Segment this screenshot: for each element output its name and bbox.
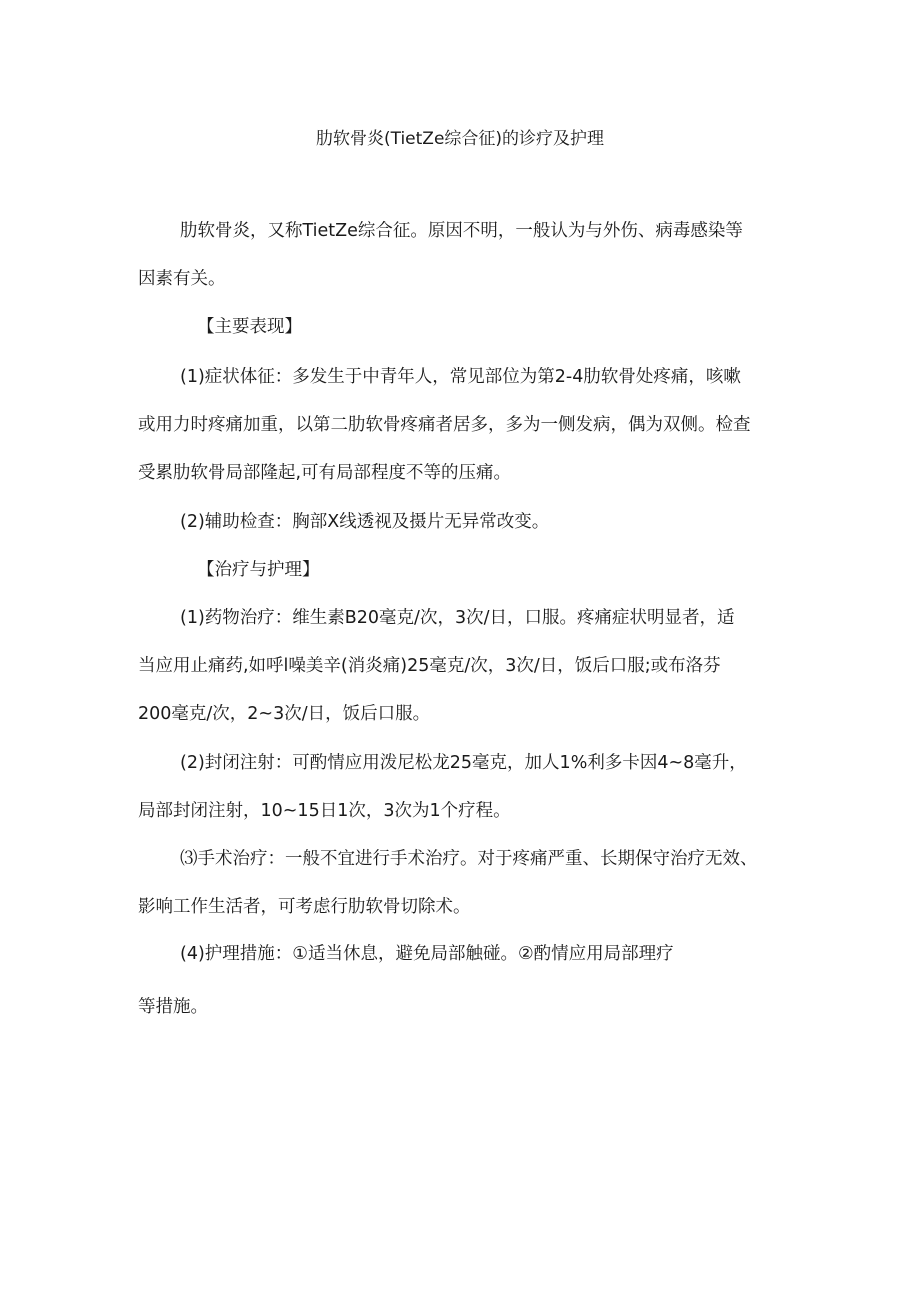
section-heading-main-manifestations: 【主要表现】 (197, 317, 302, 337)
page-title: 肋软骨炎(TietZe综合征)的诊疗及护理 (315, 129, 605, 149)
paragraph-intro-line-2: 因素有关。 (138, 269, 226, 289)
paragraph-symptoms-line-2: 或用力时疼痛加重，以第二肋软骨疼痛者居多，多为一侧发病，偶为双侧。检查 (138, 415, 751, 435)
paragraph-drug-therapy-line-2: 当应用止痛药,如呼l噪美辛(消炎痛)25毫克/次，3次/日，饭后口服;或布洛芬 (138, 656, 721, 676)
paragraph-block-injection-line-2: 局部封闭注射，10~15日1次，3次为1个疗程。 (138, 801, 511, 821)
paragraph-drug-therapy-line-3: 200毫克/次，2~3次/日，饭后口服。 (138, 704, 431, 724)
paragraph-block-injection-line-1: (2)封闭注射：可酌情应用泼尼松龙25毫克，加人1%利多卡因4~8毫升， (180, 753, 747, 773)
paragraph-surgery-line-1: ⑶手术治疗：一般不宜进行手术治疗。对于疼痛严重、长期保守治疗无效、 (180, 849, 758, 869)
section-heading-treatment-care: 【治疗与护理】 (197, 560, 320, 580)
paragraph-surgery-line-2: 影响工作生活者，可考虑行肋软骨切除术。 (138, 897, 471, 917)
paragraph-auxiliary-exam: (2)辅助检查：胸部X线透视及摄片无异常改变。 (180, 512, 550, 532)
paragraph-nursing-line-2: 等措施。 (138, 997, 208, 1017)
paragraph-nursing-line-1: (4)护理措施：①适当休息，避免局部触碰。②酌情应用局部理疗 (180, 944, 674, 964)
paragraph-drug-therapy-line-1: (1)药物治疗：维生素B20毫克/次，3次/日，口服。疼痛症状明显者，适 (180, 608, 735, 628)
paragraph-symptoms-line-3: 受累肋软骨局部隆起,可有局部程度不等的压痛。 (138, 463, 512, 483)
paragraph-symptoms-line-1: (1)症状体征：多发生于中青年人，常见部位为第2-4肋软骨处疼痛，咳嗽 (180, 367, 741, 387)
paragraph-intro-line-1: 肋软骨炎，又称TietZe综合征。原因不明，一般认为与外伤、病毒感染等 (180, 221, 743, 241)
